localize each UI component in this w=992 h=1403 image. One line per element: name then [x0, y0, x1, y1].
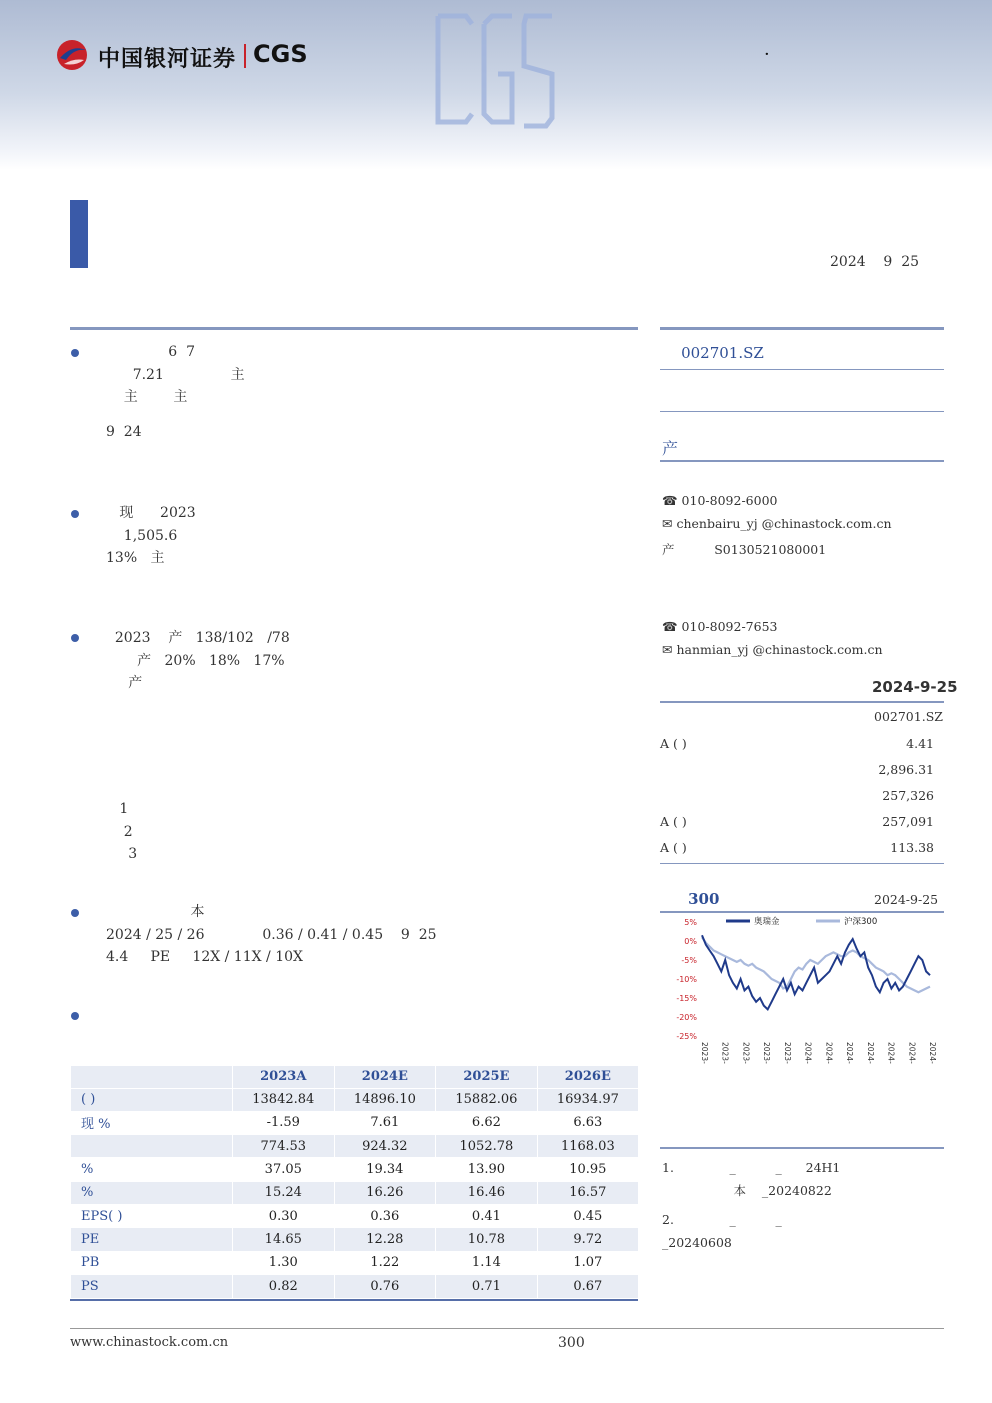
- related-report-2[interactable]: 2. _ _ _20240608: [662, 1212, 782, 1250]
- market-row: [660, 782, 944, 808]
- table-cell: 774.53: [233, 1135, 335, 1158]
- table-cell: 6.62: [436, 1111, 538, 1134]
- right-rule: [660, 863, 944, 864]
- footer-url[interactable]: www.chinastock.com.cn: [70, 1335, 229, 1350]
- table-header: 2025E: [436, 1066, 538, 1088]
- bullet-paragraph-2: 现 2023 1,505.6 13% 主: [106, 505, 196, 567]
- bullet-dot: [71, 510, 79, 518]
- table-cell: 16.26: [334, 1181, 436, 1204]
- table-cell: 16.46: [436, 1181, 538, 1204]
- chart-heading: 300: [662, 890, 720, 908]
- analyst1-phone: ☎ 010-8092-6000: [662, 493, 778, 508]
- mail-icon: ✉: [662, 516, 677, 531]
- x-tick-label: 2024-: [907, 1042, 917, 1064]
- row-label: EPS( ): [71, 1204, 233, 1227]
- market-label: A ( ): [660, 813, 687, 829]
- market-row: [660, 834, 944, 860]
- table-cell: 0.45: [537, 1204, 638, 1227]
- table-cell: 0.30: [233, 1204, 335, 1227]
- table-cell: 14.65: [233, 1228, 335, 1251]
- table-cell: 15882.06: [436, 1088, 538, 1111]
- table-cell: 0.82: [233, 1274, 335, 1297]
- left-section-rule: [70, 327, 638, 330]
- table-cell: 0.71: [436, 1274, 538, 1297]
- y-tick-label: -10%: [676, 975, 697, 984]
- x-tick-label: 2023-: [762, 1042, 772, 1064]
- table-header: 2026E: [537, 1066, 638, 1088]
- y-tick-label: -25%: [676, 1032, 697, 1041]
- market-value: 257,091: [882, 813, 934, 829]
- market-value: 2,896.31: [878, 761, 934, 777]
- y-tick-label: -20%: [676, 1013, 697, 1022]
- table-row: [71, 1111, 639, 1134]
- table-row: [71, 1228, 639, 1251]
- table-cell: 924.32: [334, 1135, 436, 1158]
- table-cell: 14896.10: [334, 1088, 436, 1111]
- market-label: A ( ): [660, 735, 687, 751]
- table-cell: 0.67: [537, 1274, 638, 1297]
- table-cell: 15.24: [233, 1181, 335, 1204]
- report-title: [94, 200, 214, 231]
- bullet-paragraph-1: 6 7 7.21 主 主 主: [106, 344, 245, 406]
- row-label: %: [71, 1158, 233, 1181]
- row-label: 现 %: [71, 1111, 233, 1134]
- table-row: [71, 1158, 639, 1181]
- table-cell: 1.07: [537, 1251, 638, 1274]
- market-row: [660, 730, 944, 756]
- mail-icon: ✉: [662, 642, 677, 657]
- price-chart: [662, 912, 942, 1072]
- market-label: A ( ): [660, 839, 687, 855]
- bullet-paragraph-3: 2023 产 138/102 /78 产 20% 18% 17% 产: [106, 630, 290, 692]
- table-row: [71, 1181, 639, 1204]
- row-label: PE: [71, 1228, 233, 1251]
- x-tick-label: 2023-: [720, 1042, 730, 1064]
- table-cell: -1.59: [233, 1111, 335, 1134]
- table-cell: 1052.78: [436, 1135, 538, 1158]
- right-rule: [660, 411, 944, 412]
- market-label: [660, 756, 742, 782]
- market-value: 257,326: [882, 787, 934, 803]
- cgs-watermark: [432, 10, 558, 132]
- table-cell: 1.30: [233, 1251, 335, 1274]
- row-label: ( ): [71, 1088, 233, 1111]
- bullet-paragraph-4: 本 2024 / 25 / 26 0.36 / 0.41 / 0.45 9 25 4.4 PE 12X / 11X / 10X: [106, 904, 437, 966]
- table-cell: 12.28: [334, 1228, 436, 1251]
- x-tick-label: 2024-: [824, 1042, 834, 1064]
- market-data-table: [660, 730, 944, 860]
- related-report-1[interactable]: 1. _ _ 24H1 本 _20240822: [662, 1160, 841, 1198]
- right-rule: [660, 460, 944, 462]
- table-row: [71, 1251, 639, 1274]
- market-value: 113.38: [890, 839, 934, 855]
- y-tick-label: 5%: [684, 918, 697, 927]
- market-value: 4.41: [906, 735, 934, 751]
- analyst1-license: 产 S0130521080001: [662, 542, 827, 557]
- table-cell: 1168.03: [537, 1135, 638, 1158]
- table-cell: 16934.97: [537, 1088, 638, 1111]
- table-cell: 7.61: [334, 1111, 436, 1134]
- fin-table-bottom-rule: [70, 1299, 638, 1301]
- table-cell: 10.78: [436, 1228, 538, 1251]
- header-report-type: ·: [764, 44, 784, 65]
- table-cell: 10.95: [537, 1158, 638, 1181]
- x-tick-label: 2023-: [741, 1042, 751, 1064]
- right-rule: [660, 701, 944, 703]
- chart-date: 2024-9-25: [874, 892, 939, 907]
- market-stock-code: 002701.SZ: [874, 709, 943, 724]
- footer-disclaimer: 300: [380, 1335, 585, 1351]
- market-data-date: 2024-9-25: [872, 678, 958, 696]
- legend-label: 沪深300: [844, 917, 878, 927]
- phone-icon: ☎: [662, 493, 682, 508]
- y-tick-label: 0%: [684, 937, 697, 946]
- paragraph-3b: 1 2 3: [106, 801, 138, 863]
- table-row: [71, 1274, 639, 1297]
- table-cell: 0.41: [436, 1204, 538, 1227]
- x-tick-label: 2024-: [845, 1042, 855, 1064]
- bullet-dot: [71, 349, 79, 357]
- table-cell: 1.22: [334, 1251, 436, 1274]
- footer-rule: [70, 1328, 944, 1329]
- paragraph-1b: 9 24: [106, 424, 142, 440]
- brand-name-cn: 中国银河证券: [98, 47, 237, 72]
- table-row: [71, 1135, 639, 1158]
- market-row: [660, 756, 944, 782]
- x-tick-label: 2024-: [803, 1042, 813, 1064]
- table-cell: 0.36: [334, 1204, 436, 1227]
- market-label: [660, 782, 742, 808]
- table-header: 2024E: [334, 1066, 436, 1088]
- financial-forecast-table: [70, 1066, 638, 1298]
- row-label: PS: [71, 1274, 233, 1297]
- table-header: 2023A: [233, 1066, 335, 1088]
- x-tick-label: 2024-: [865, 1042, 875, 1064]
- bullet-dot: [71, 1012, 79, 1020]
- bullet-dot: [71, 909, 79, 917]
- brand-name-en: CGS: [253, 40, 308, 68]
- table-cell: 16.57: [537, 1181, 638, 1204]
- analyst2-phone: ☎ 010-8092-7653: [662, 619, 778, 634]
- table-header-row: [71, 1066, 639, 1088]
- table-cell: 37.05: [233, 1158, 335, 1181]
- row-label: %: [71, 1181, 233, 1204]
- table-cell: 9.72: [537, 1228, 638, 1251]
- table-cell: 1.14: [436, 1251, 538, 1274]
- right-rule: [660, 1147, 944, 1149]
- analyst-heading: 产: [662, 439, 679, 458]
- right-top-rule: [660, 327, 944, 330]
- bullet-dot: [71, 634, 79, 642]
- brand-separator: [244, 44, 246, 68]
- y-tick-label: -5%: [681, 956, 697, 965]
- table-cell: 13.90: [436, 1158, 538, 1181]
- legend-label: 奥瑞金: [754, 917, 780, 927]
- table-cell: 19.34: [334, 1158, 436, 1181]
- y-tick-label: -15%: [676, 994, 697, 1003]
- table-cell: 6.63: [537, 1111, 638, 1134]
- stock-code: 002701.SZ: [662, 344, 764, 362]
- phone-icon: ☎: [662, 619, 682, 634]
- x-tick-label: 2023-: [700, 1042, 709, 1064]
- table-cell: 13842.84: [233, 1088, 335, 1111]
- x-tick-label: 2024-: [886, 1042, 896, 1064]
- x-tick-label: 2024-: [928, 1042, 937, 1064]
- analyst2-email[interactable]: ✉ hanmian_yj @chinastock.com.cn: [662, 642, 883, 657]
- market-row: [660, 808, 944, 834]
- watermark-text: CGS: [432, 10, 435, 11]
- right-rule: [660, 369, 944, 370]
- table-row: [71, 1088, 639, 1111]
- table-header: [71, 1066, 233, 1088]
- cgs-logo-icon: [54, 38, 90, 72]
- row-label: [71, 1135, 233, 1158]
- analyst1-email[interactable]: ✉ chenbairu_yj @chinastock.com.cn: [662, 516, 892, 531]
- table-cell: 0.76: [334, 1274, 436, 1297]
- title-accent-bar: [70, 200, 88, 268]
- row-label: PB: [71, 1251, 233, 1274]
- series-line-0: [702, 935, 930, 1009]
- report-date: 2024 9 25: [830, 254, 920, 270]
- table-row: [71, 1204, 639, 1227]
- x-tick-label: 2023-: [782, 1042, 792, 1064]
